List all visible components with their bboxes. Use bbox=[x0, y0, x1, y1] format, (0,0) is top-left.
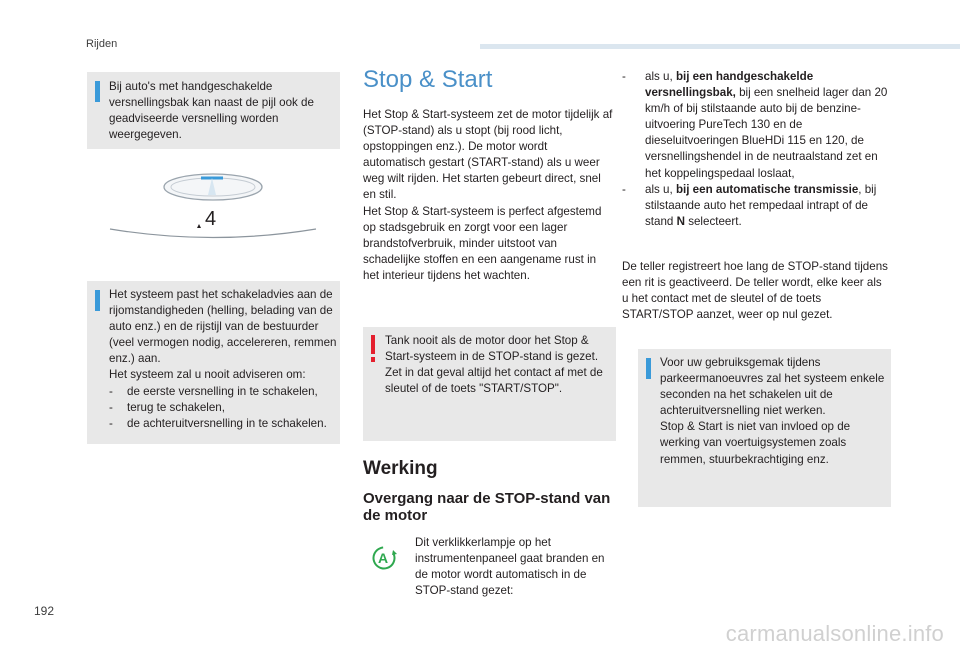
info-box-gear bbox=[87, 72, 340, 149]
list-item: - de achteruitversnelling in te schakelen. bbox=[109, 416, 327, 430]
info-text: Voor uw gebruiksgemak tijdens parkeermanoeuvres zal het systeem enkele seconden na het schakelen uit de achteruitversnelling niet werken. bbox=[660, 356, 885, 418]
list-item: - terug te schakelen, bbox=[109, 400, 225, 414]
info-box-advice bbox=[87, 281, 340, 444]
info-box-parking bbox=[638, 349, 891, 507]
warning-icon bbox=[370, 335, 376, 363]
subsection-heading: Overgang naar de STOP-stand van de motor bbox=[363, 490, 611, 524]
intro-paragraph: Het Stop & Start-systeem zet de motor tijdelijk af (STOP-stand) als u stopt (bij rood licht, opstoppingen enz.). De motor wordt automatisch gestart (START-stand) als u weer weg wilt rijden. Het starten gebeurt direct, snel en stil. bbox=[363, 108, 613, 202]
counter-paragraph: De teller registreert hoe lang de STOP-stand tijdens een rit is geactiveerd. De teller wordt, elke keer als u het contact met de sleutel of de toets START/STOP aanzet, weer op nul gezet. bbox=[622, 260, 888, 322]
advice-text: Het systeem zal u nooit adviseren om: bbox=[109, 368, 306, 382]
section-header: Rijden bbox=[86, 38, 118, 50]
section-heading: Werking bbox=[363, 458, 438, 479]
gear-indicator-illustration bbox=[108, 168, 318, 243]
engine-stop-indicator-icon bbox=[371, 545, 397, 571]
intro-paragraph: Het Stop & Start-systeem is perfect afgestemd op stadsgebruik en zorgt voor een lager brandstofverbruik, minder uitstoot van schadelijke stoffen en een aangename rust in het interieur tijdens het wachten. bbox=[363, 204, 602, 282]
advice-text: Het systeem past het schakeladvies aan de rijomstandigheden (helling, belading van de auto enz.) en de rijstijl van de bestuurder (veel vermogen nodig, accelereren, remmen enz.) aan. bbox=[109, 288, 337, 366]
page-title: Stop & Start bbox=[363, 66, 493, 93]
list-item: - als u, bij een automatische transmissie, bij stilstaande auto het rempedaal intrapt of de stand N selecteert. bbox=[622, 182, 877, 228]
info-text: Bij auto's met handgeschakelde versnellingsbak kan naast de pijl ook de geadviseerde versnelling worden weergegeven. bbox=[109, 80, 314, 142]
list-item: - als u, bij een handgeschakelde versnellingsbak, bij een snelheid lager dan 20 km/h of bij stilstaande auto bij de benzine-uitvoering PureTech 130 en de dieseluitvoeringen BlueHDi 115 en 120, de versnellingshendel in de neutraalstand zet en het koppelingspedaal loslaat, bbox=[622, 70, 888, 180]
info-icon bbox=[646, 358, 651, 379]
info-icon bbox=[95, 290, 100, 311]
info-icon bbox=[95, 81, 100, 102]
list-item: - de eerste versnelling in te schakelen, bbox=[109, 384, 318, 398]
header-bar bbox=[480, 44, 960, 49]
warning-box bbox=[363, 327, 616, 441]
gear-number: 4 bbox=[205, 208, 217, 230]
warning-text: Tank nooit als de motor door het Stop & Start-systeem in de STOP-stand is gezet. Zet in dat geval altijd het contact af met de sleutel of de toets "START/STOP". bbox=[385, 334, 603, 396]
watermark: carmanualsonline.info bbox=[725, 621, 944, 646]
indicator-letter: A bbox=[378, 550, 389, 566]
indicator-text: Dit verklikkerlampje op het instrumentenpaneel gaat branden en de motor wordt automatisch in de STOP-stand gezet: bbox=[415, 536, 605, 598]
page-number: 192 bbox=[34, 604, 55, 618]
info-text: Stop & Start is niet van invloed op de werking van voertuigsystemen zoals remmen, stuurbekrachtiging enz. bbox=[660, 420, 851, 466]
